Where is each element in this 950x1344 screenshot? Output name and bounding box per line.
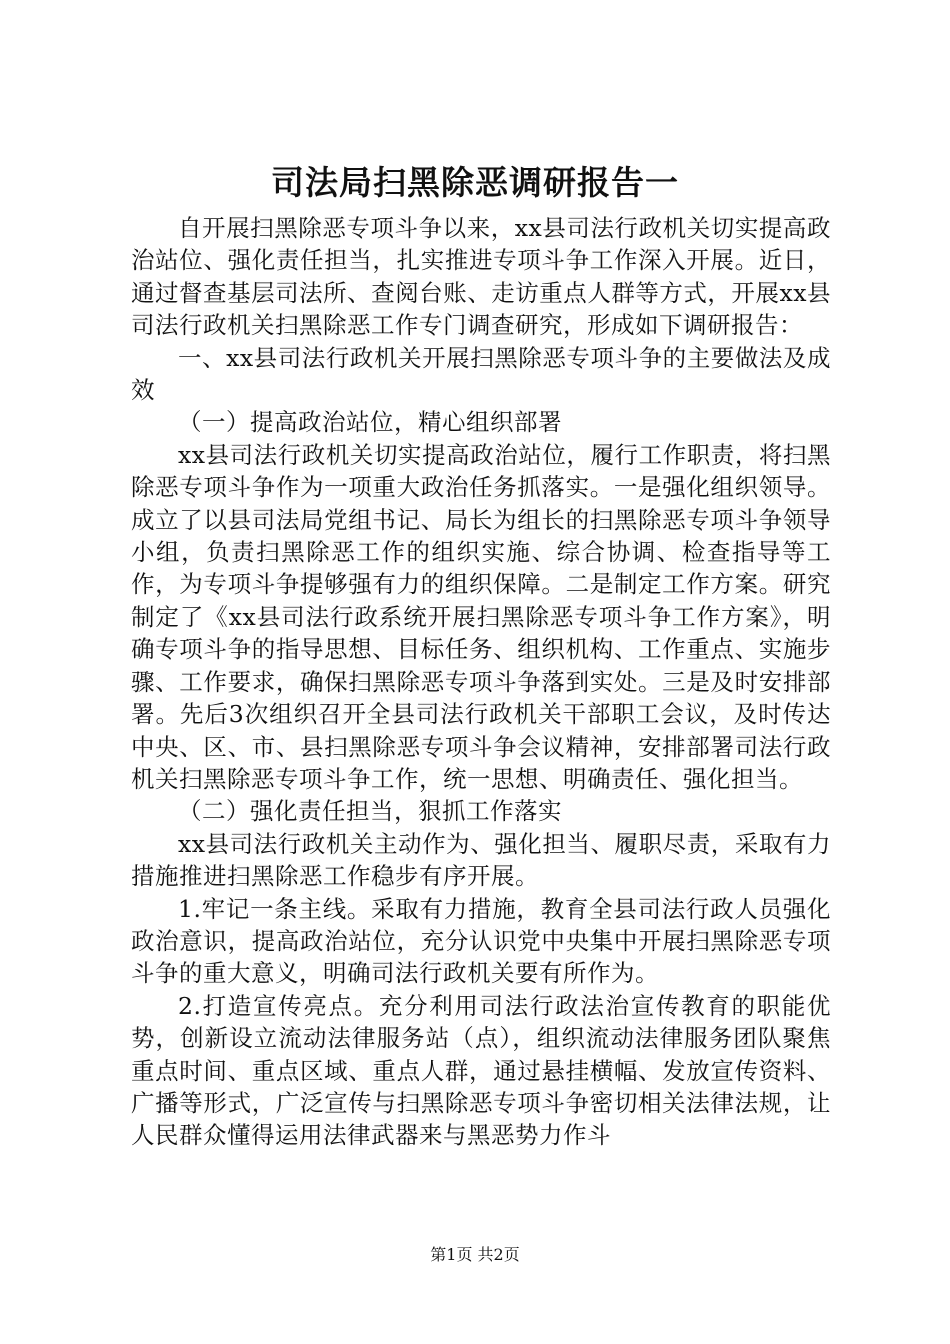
document-body [131,212,831,1152]
paragraph-subsection-2: xx县司法行政机关主动作为、强化担当、履职尽责，采取有力措施推进扫黑除恶工作稳步有序开展。 [131,829,831,891]
document-title: 司法局扫黑除恶调研报告一 [271,163,679,202]
subsection-heading-2: （二）强化责任担当，狠抓工作落实 [178,797,562,826]
paragraph-item-2: 2.打造宣传亮点。充分利用司法行政法治宣传教育的职能优势，创新设立流动法律服务站（点），组织流动法律服务团队聚焦重点时间、重点区域、重点人群，通过悬挂横幅、发放宣传资料、广播等形式，广泛宣传与扫黑除恶专项斗争密切相关法律法规，让人民群众懂得运用法律武器来与黑恶势力作斗 [131,991,831,1150]
paragraph-intro: 自开展扫黑除恶专项斗争以来，xx县司法行政机关切实提高政治站位、强化责任担当，扎实推进专项斗争工作深入开展。近日，通过督查基层司法所、查阅台账、走访重点人群等方式，开展xx县司法行政机关扫黑除恶工作专门调查研究，形成如下调研报告： [131,214,831,340]
page-footer: 第1页 共2页 [430,1245,520,1264]
paragraph-subsection-1: xx县司法行政机关切实提高政治站位，履行工作职责，将扫黑除恶专项斗争作为一项重大政治任务抓落实。一是强化组织领导。成立了以县司法局党组书记、局长为组长的扫黑除恶专项斗争领导小组，负责扫黑除恶工作的组织实施、综合协调、检查指导等工作，为专项斗争提够强有力的组织保障。二是制定工作方案。研究制定了《xx县司法行政系统开展扫黑除恶专项斗争工作方案》，明确专项斗争的指导思想、目标任务、组织机构、工作重点、实施步骤、工作要求，确保扫黑除恶专项斗争落到实处。三是及时安排部署。先后3次组织召开全县司法行政机关干部职工会议，及时传达中央、区、市、县扫黑除恶专项斗争会议精神，安排部署司法行政机关扫黑除恶专项斗争工作，统一思想、明确责任、强化担当。 [131,440,831,793]
section-heading-1: 一、xx县司法行政机关开展扫黑除恶专项斗争的主要做法及成效 [131,343,831,405]
subsection-heading-1: （一）提高政治站位，精心组织部署 [178,408,562,437]
paragraph-item-1: 1.牢记一条主线。采取有力措施，教育全县司法行政人员强化政治意识，提高政治站位，充分认识党中央集中开展扫黑除恶专项斗争的重大意义，明确司法行政机关要有所作为。 [131,894,831,988]
